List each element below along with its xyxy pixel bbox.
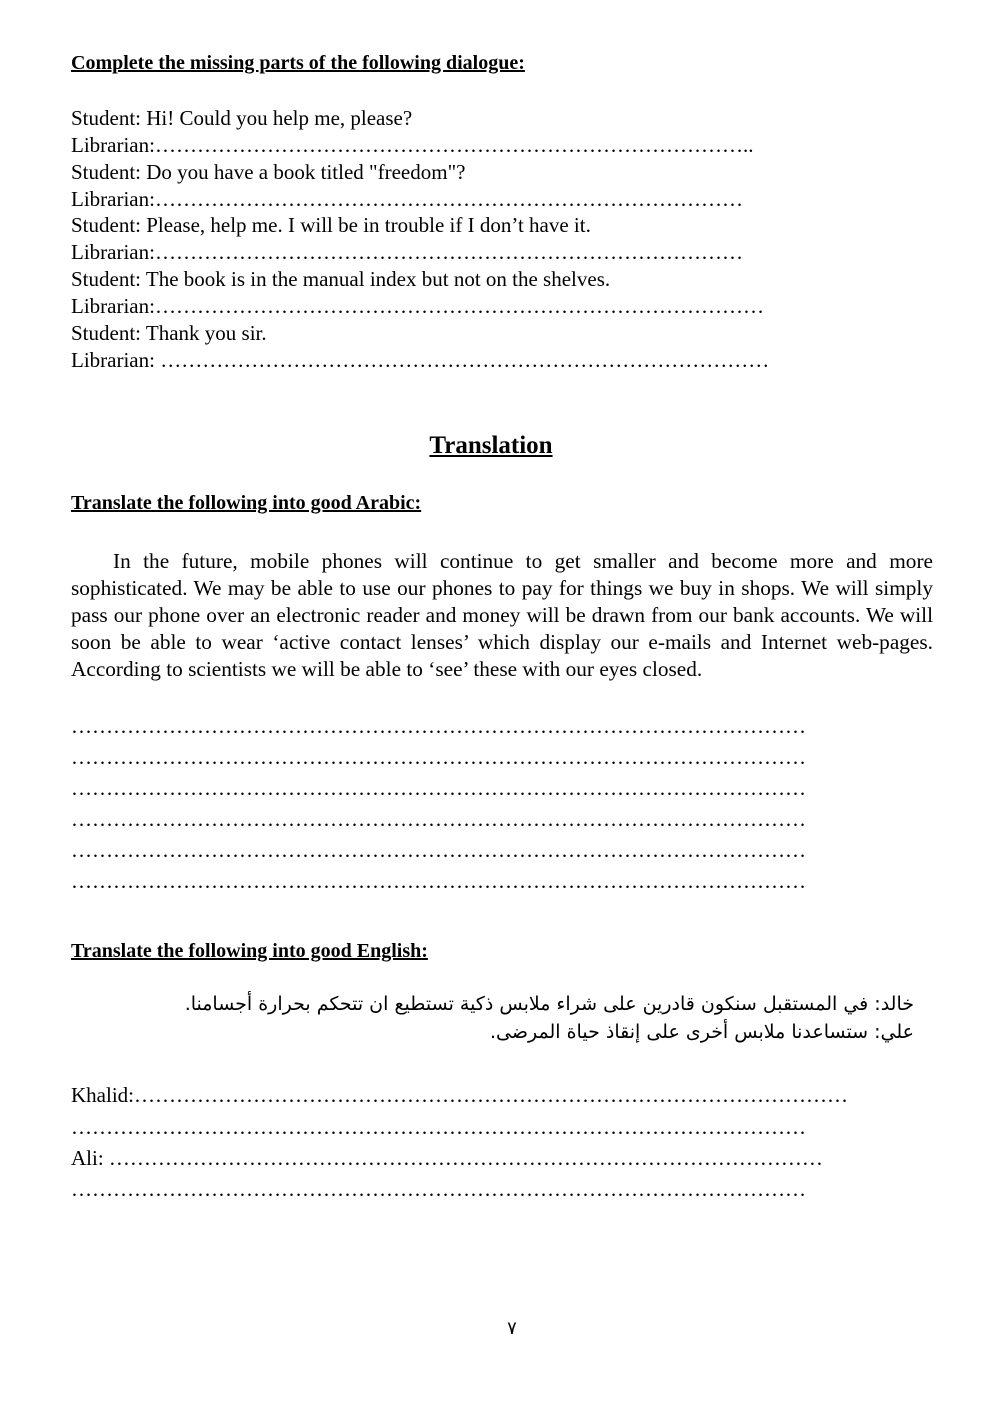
section-title: Translation	[429, 432, 553, 459]
answer-line: ……………………………………………………………………………………………	[71, 745, 806, 769]
answer-line: ……………………………………………………………………………………………	[71, 1177, 806, 1201]
dialogue-heading: Complete the missing parts of the following dialogue:	[71, 52, 525, 74]
dialogue-line: Student: Please, help me. I will be in trouble if I don’t have it.	[71, 213, 591, 237]
answer-line: ……………………………………………………………………………………………	[71, 776, 806, 800]
arabic-source-line: علي: ستساعدنا ملابس أخرى على إنقاذ حياة المرضى.	[490, 1021, 914, 1043]
dialogue-line: Student: The book is in the manual index but not on the shelves.	[71, 267, 611, 291]
dialogue-line: Librarian:…………………………………………………………………………	[71, 187, 743, 211]
answer-line: ……………………………………………………………………………………………	[71, 1115, 806, 1139]
to-english-heading: Translate the following into good English:	[71, 940, 428, 962]
to-arabic-heading: Translate the following into good Arabic:	[71, 492, 422, 514]
dialogue-line: Student: Hi! Could you help me, please?	[71, 106, 413, 130]
dialogue-line: Librarian:……………………………………………………………………………	[71, 294, 764, 318]
dialogue-line: Librarian: ……………………………………………………………………………	[71, 348, 770, 372]
dialogue-line: Student: Thank you sir.	[71, 321, 267, 345]
answer-line: ……………………………………………………………………………………………	[71, 869, 806, 893]
answer-line: ……………………………………………………………………………………………	[71, 714, 806, 738]
page-number: ٧	[507, 1318, 517, 1339]
dialogue-line: Student: Do you have a book titled "freedom"?	[71, 160, 466, 184]
dialogue-line: Librarian:…………………………………………………………………………..	[71, 133, 754, 157]
arabic-source-line: خالد: في المستقبل سنكون قادرين على شراء ملابس ذكية تستطيع ان تتحكم بحرارة أجسامنا.	[184, 993, 914, 1015]
dialogue-line: Librarian:…………………………………………………………………………	[71, 240, 743, 264]
answer-line: Khalid:…………………………………………………………………………………………	[71, 1083, 848, 1107]
source-paragraph: In the future, mobile phones will continue to get smaller and become more and more sophisticated. We may be able to use our phones to pay for things we buy in shops. We will simply pass our phone over an electronic reader and money will be drawn from our bank accounts. We will soon be able to wear ‘active contact lenses’ which display our e-mails and Internet web-pages. According to scientists we will be able to ‘see’ these with our eyes closed.	[71, 549, 933, 681]
answer-line: Ali: …………………………………………………………………………………………	[71, 1146, 823, 1170]
answer-line: ……………………………………………………………………………………………	[71, 838, 806, 862]
answer-line: ……………………………………………………………………………………………	[71, 807, 806, 831]
